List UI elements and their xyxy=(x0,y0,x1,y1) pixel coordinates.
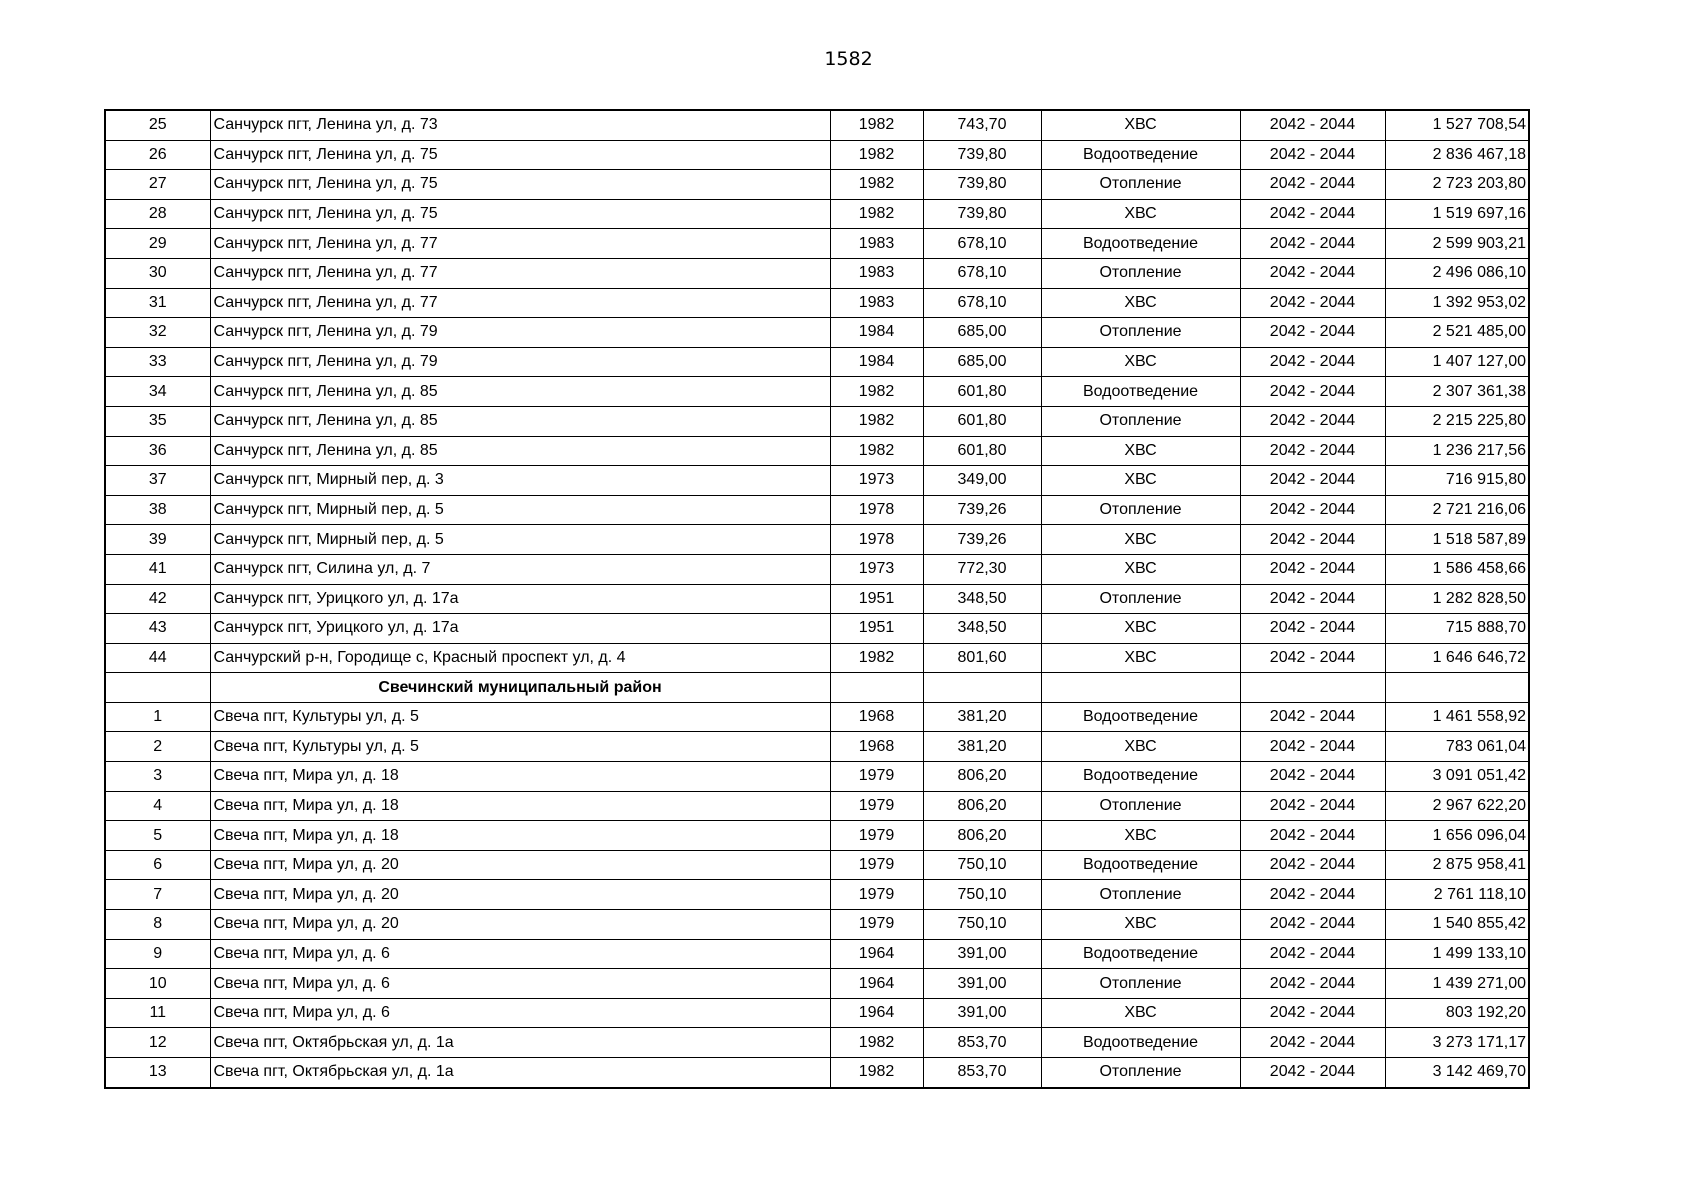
year-built-cell: 1983 xyxy=(830,258,923,288)
work-type-cell: Отопление xyxy=(1041,880,1240,910)
table-row xyxy=(105,969,1529,999)
period-cell: 2042 - 2044 xyxy=(1240,258,1385,288)
work-type-cell: ХВС xyxy=(1041,821,1240,851)
row-number-cell: 27 xyxy=(105,170,210,200)
work-type-cell: Отопление xyxy=(1041,495,1240,525)
area-cell: 391,00 xyxy=(923,939,1041,969)
year-built-cell: 1979 xyxy=(830,791,923,821)
period-cell: 2042 - 2044 xyxy=(1240,702,1385,732)
address-cell: Санчурск пгт, Ленина ул, д. 77 xyxy=(210,288,830,318)
period-cell: 2042 - 2044 xyxy=(1240,554,1385,584)
row-number-cell: 44 xyxy=(105,643,210,673)
year-built-cell: 1951 xyxy=(830,584,923,614)
period-cell: 2042 - 2044 xyxy=(1240,791,1385,821)
area-cell: 685,00 xyxy=(923,347,1041,377)
row-number-cell: 3 xyxy=(105,762,210,792)
year-built-cell: 1984 xyxy=(830,318,923,348)
address-cell: Санчурск пгт, Урицкого ул, д. 17а xyxy=(210,584,830,614)
work-type-cell: Отопление xyxy=(1041,1058,1240,1088)
row-number-cell: 25 xyxy=(105,110,210,140)
address-cell: Свеча пгт, Мира ул, д. 6 xyxy=(210,969,830,999)
address-cell: Санчурск пгт, Ленина ул, д. 75 xyxy=(210,199,830,229)
table-row xyxy=(105,939,1529,969)
area-cell: 772,30 xyxy=(923,554,1041,584)
cost-cell: 2 599 903,21 xyxy=(1385,229,1529,259)
work-type-cell: ХВС xyxy=(1041,199,1240,229)
year-built-cell: 1979 xyxy=(830,850,923,880)
row-number-cell: 31 xyxy=(105,288,210,318)
table-row xyxy=(105,1058,1529,1088)
period-cell: 2042 - 2044 xyxy=(1240,910,1385,940)
cost-cell: 783 061,04 xyxy=(1385,732,1529,762)
area-cell: 806,20 xyxy=(923,821,1041,851)
area-cell: 739,26 xyxy=(923,525,1041,555)
address-cell: Свеча пгт, Культуры ул, д. 5 xyxy=(210,702,830,732)
table-row xyxy=(105,318,1529,348)
year-built-cell xyxy=(830,673,923,703)
table-row xyxy=(105,643,1529,673)
area-cell: 853,70 xyxy=(923,1058,1041,1088)
year-built-cell: 1968 xyxy=(830,702,923,732)
work-type-cell: Водоотведение xyxy=(1041,762,1240,792)
table-row xyxy=(105,910,1529,940)
work-type-cell: ХВС xyxy=(1041,614,1240,644)
section-title: Свечинский муниципальный район xyxy=(210,673,830,703)
table-row xyxy=(105,614,1529,644)
year-built-cell: 1964 xyxy=(830,969,923,999)
work-type-cell: Отопление xyxy=(1041,584,1240,614)
year-built-cell: 1982 xyxy=(830,643,923,673)
address-cell: Санчурск пгт, Ленина ул, д. 85 xyxy=(210,436,830,466)
address-cell: Свеча пгт, Октябрьская ул, д. 1а xyxy=(210,1058,830,1088)
period-cell: 2042 - 2044 xyxy=(1240,170,1385,200)
year-built-cell: 1978 xyxy=(830,525,923,555)
year-built-cell: 1979 xyxy=(830,910,923,940)
year-built-cell: 1982 xyxy=(830,199,923,229)
cost-cell: 1 540 855,42 xyxy=(1385,910,1529,940)
year-built-cell: 1983 xyxy=(830,288,923,318)
year-built-cell: 1982 xyxy=(830,1028,923,1058)
year-built-cell: 1982 xyxy=(830,377,923,407)
cost-cell: 2 761 118,10 xyxy=(1385,880,1529,910)
table-row xyxy=(105,436,1529,466)
period-cell: 2042 - 2044 xyxy=(1240,406,1385,436)
address-cell: Свеча пгт, Мира ул, д. 20 xyxy=(210,910,830,940)
row-number-cell: 42 xyxy=(105,584,210,614)
work-type-cell: Водоотведение xyxy=(1041,1028,1240,1058)
table-row xyxy=(105,1028,1529,1058)
table-row xyxy=(105,525,1529,555)
year-built-cell: 1978 xyxy=(830,495,923,525)
table-row xyxy=(105,791,1529,821)
year-built-cell: 1964 xyxy=(830,939,923,969)
year-built-cell: 1982 xyxy=(830,1058,923,1088)
address-cell: Санчурский р-н, Городище с, Красный проспект ул, д. 4 xyxy=(210,643,830,673)
period-cell: 2042 - 2044 xyxy=(1240,318,1385,348)
row-number-cell: 28 xyxy=(105,199,210,229)
area-cell: 678,10 xyxy=(923,258,1041,288)
row-number-cell: 4 xyxy=(105,791,210,821)
address-cell: Санчурск пгт, Ленина ул, д. 75 xyxy=(210,140,830,170)
cost-cell: 2 521 485,00 xyxy=(1385,318,1529,348)
cost-cell: 1 407 127,00 xyxy=(1385,347,1529,377)
row-number-cell: 2 xyxy=(105,732,210,762)
page-number: 1582 xyxy=(824,48,873,70)
area-cell: 750,10 xyxy=(923,910,1041,940)
period-cell: 2042 - 2044 xyxy=(1240,377,1385,407)
cost-cell: 716 915,80 xyxy=(1385,466,1529,496)
table-row xyxy=(105,821,1529,851)
row-number-cell: 8 xyxy=(105,910,210,940)
period-cell: 2042 - 2044 xyxy=(1240,1028,1385,1058)
cost-cell: 1 518 587,89 xyxy=(1385,525,1529,555)
address-cell: Санчурск пгт, Ленина ул, д. 79 xyxy=(210,347,830,377)
area-cell: 381,20 xyxy=(923,702,1041,732)
area-cell: 853,70 xyxy=(923,1028,1041,1058)
cost-cell: 2 215 225,80 xyxy=(1385,406,1529,436)
work-type-cell: ХВС xyxy=(1041,347,1240,377)
work-type-cell xyxy=(1041,673,1240,703)
year-built-cell: 1968 xyxy=(830,732,923,762)
cost-cell: 2 875 958,41 xyxy=(1385,850,1529,880)
address-cell: Санчурск пгт, Ленина ул, д. 77 xyxy=(210,258,830,288)
table-row xyxy=(105,110,1529,140)
work-type-cell: ХВС xyxy=(1041,466,1240,496)
table-row xyxy=(105,554,1529,584)
address-cell: Свеча пгт, Октябрьская ул, д. 1а xyxy=(210,1028,830,1058)
area-cell: 806,20 xyxy=(923,791,1041,821)
table-row xyxy=(105,199,1529,229)
cost-cell: 2 723 203,80 xyxy=(1385,170,1529,200)
row-number-cell: 5 xyxy=(105,821,210,851)
cost-cell: 3 273 171,17 xyxy=(1385,1028,1529,1058)
cost-cell: 3 142 469,70 xyxy=(1385,1058,1529,1088)
section-header-row xyxy=(105,673,1529,703)
cost-cell: 2 836 467,18 xyxy=(1385,140,1529,170)
cost-cell: 2 307 361,38 xyxy=(1385,377,1529,407)
cost-cell: 1 282 828,50 xyxy=(1385,584,1529,614)
cost-cell: 2 967 622,20 xyxy=(1385,791,1529,821)
period-cell: 2042 - 2044 xyxy=(1240,614,1385,644)
table-row xyxy=(105,466,1529,496)
cost-cell: 1 527 708,54 xyxy=(1385,110,1529,140)
period-cell: 2042 - 2044 xyxy=(1240,1058,1385,1088)
year-built-cell: 1973 xyxy=(830,554,923,584)
address-cell: Свеча пгт, Мира ул, д. 20 xyxy=(210,880,830,910)
row-number-cell: 41 xyxy=(105,554,210,584)
period-cell: 2042 - 2044 xyxy=(1240,347,1385,377)
period-cell: 2042 - 2044 xyxy=(1240,850,1385,880)
work-type-cell: Водоотведение xyxy=(1041,229,1240,259)
year-built-cell: 1983 xyxy=(830,229,923,259)
area-cell: 678,10 xyxy=(923,288,1041,318)
table-row xyxy=(105,258,1529,288)
table-row xyxy=(105,702,1529,732)
area-cell: 678,10 xyxy=(923,229,1041,259)
area-cell: 391,00 xyxy=(923,998,1041,1028)
row-number-cell: 35 xyxy=(105,406,210,436)
cost-cell: 1 656 096,04 xyxy=(1385,821,1529,851)
row-number-cell: 38 xyxy=(105,495,210,525)
cost-cell: 1 646 646,72 xyxy=(1385,643,1529,673)
row-number-cell: 32 xyxy=(105,318,210,348)
row-number-cell: 37 xyxy=(105,466,210,496)
address-cell: Санчурск пгт, Ленина ул, д. 85 xyxy=(210,377,830,407)
period-cell: 2042 - 2044 xyxy=(1240,140,1385,170)
year-built-cell: 1979 xyxy=(830,821,923,851)
period-cell xyxy=(1240,673,1385,703)
work-type-cell: Отопление xyxy=(1041,170,1240,200)
table-row xyxy=(105,288,1529,318)
work-type-cell: ХВС xyxy=(1041,110,1240,140)
year-built-cell: 1984 xyxy=(830,347,923,377)
row-number-cell: 29 xyxy=(105,229,210,259)
table-row xyxy=(105,998,1529,1028)
address-cell: Санчурск пгт, Мирный пер, д. 3 xyxy=(210,466,830,496)
cost-cell: 1 461 558,92 xyxy=(1385,702,1529,732)
address-cell: Свеча пгт, Мира ул, д. 6 xyxy=(210,939,830,969)
period-cell: 2042 - 2044 xyxy=(1240,732,1385,762)
work-type-cell: Водоотведение xyxy=(1041,702,1240,732)
area-cell: 391,00 xyxy=(923,969,1041,999)
row-number-cell: 10 xyxy=(105,969,210,999)
address-cell: Санчурск пгт, Мирный пер, д. 5 xyxy=(210,495,830,525)
table-row xyxy=(105,347,1529,377)
table-row xyxy=(105,762,1529,792)
area-cell: 601,80 xyxy=(923,377,1041,407)
work-type-cell: ХВС xyxy=(1041,525,1240,555)
row-number-cell: 39 xyxy=(105,525,210,555)
work-type-cell: ХВС xyxy=(1041,554,1240,584)
table-row xyxy=(105,406,1529,436)
period-cell: 2042 - 2044 xyxy=(1240,436,1385,466)
row-number-cell: 26 xyxy=(105,140,210,170)
row-number-cell: 6 xyxy=(105,850,210,880)
work-type-cell: Водоотведение xyxy=(1041,850,1240,880)
area-cell: 750,10 xyxy=(923,880,1041,910)
year-built-cell: 1964 xyxy=(830,998,923,1028)
cost-cell xyxy=(1385,673,1529,703)
period-cell: 2042 - 2044 xyxy=(1240,821,1385,851)
row-number-cell: 9 xyxy=(105,939,210,969)
period-cell: 2042 - 2044 xyxy=(1240,643,1385,673)
address-cell: Свеча пгт, Мира ул, д. 20 xyxy=(210,850,830,880)
period-cell: 2042 - 2044 xyxy=(1240,495,1385,525)
address-cell: Санчурск пгт, Ленина ул, д. 85 xyxy=(210,406,830,436)
address-cell: Свеча пгт, Мира ул, д. 18 xyxy=(210,821,830,851)
period-cell: 2042 - 2044 xyxy=(1240,229,1385,259)
year-built-cell: 1982 xyxy=(830,170,923,200)
area-cell: 348,50 xyxy=(923,584,1041,614)
period-cell: 2042 - 2044 xyxy=(1240,525,1385,555)
area-cell: 739,80 xyxy=(923,140,1041,170)
row-number-cell: 13 xyxy=(105,1058,210,1088)
cost-cell: 803 192,20 xyxy=(1385,998,1529,1028)
area-cell: 739,26 xyxy=(923,495,1041,525)
row-number-cell: 43 xyxy=(105,614,210,644)
area-cell: 750,10 xyxy=(923,850,1041,880)
area-cell: 739,80 xyxy=(923,199,1041,229)
year-built-cell: 1982 xyxy=(830,110,923,140)
address-cell: Свеча пгт, Мира ул, д. 6 xyxy=(210,998,830,1028)
period-cell: 2042 - 2044 xyxy=(1240,199,1385,229)
cost-cell: 2 496 086,10 xyxy=(1385,258,1529,288)
row-number-cell: 34 xyxy=(105,377,210,407)
table-row xyxy=(105,880,1529,910)
table-row xyxy=(105,584,1529,614)
table-row xyxy=(105,229,1529,259)
area-cell: 743,70 xyxy=(923,110,1041,140)
cost-cell: 1 586 458,66 xyxy=(1385,554,1529,584)
year-built-cell: 1982 xyxy=(830,436,923,466)
work-type-cell: Водоотведение xyxy=(1041,140,1240,170)
table-row xyxy=(105,140,1529,170)
work-type-cell: Отопление xyxy=(1041,258,1240,288)
cost-cell: 1 439 271,00 xyxy=(1385,969,1529,999)
period-cell: 2042 - 2044 xyxy=(1240,939,1385,969)
row-number-cell: 36 xyxy=(105,436,210,466)
work-type-cell: ХВС xyxy=(1041,910,1240,940)
repair-schedule-table xyxy=(104,109,1530,1089)
work-type-cell: Отопление xyxy=(1041,406,1240,436)
work-type-cell: ХВС xyxy=(1041,643,1240,673)
period-cell: 2042 - 2044 xyxy=(1240,762,1385,792)
work-type-cell: Водоотведение xyxy=(1041,377,1240,407)
address-cell: Санчурск пгт, Ленина ул, д. 75 xyxy=(210,170,830,200)
area-cell: 739,80 xyxy=(923,170,1041,200)
cost-cell: 3 091 051,42 xyxy=(1385,762,1529,792)
table-row xyxy=(105,850,1529,880)
row-number-cell: 1 xyxy=(105,702,210,732)
address-cell: Свеча пгт, Мира ул, д. 18 xyxy=(210,762,830,792)
period-cell: 2042 - 2044 xyxy=(1240,880,1385,910)
table-row xyxy=(105,170,1529,200)
period-cell: 2042 - 2044 xyxy=(1240,110,1385,140)
year-built-cell: 1979 xyxy=(830,880,923,910)
year-built-cell: 1973 xyxy=(830,466,923,496)
work-type-cell: ХВС xyxy=(1041,436,1240,466)
address-cell: Санчурск пгт, Ленина ул, д. 79 xyxy=(210,318,830,348)
row-number-cell: 30 xyxy=(105,258,210,288)
area-cell: 601,80 xyxy=(923,406,1041,436)
work-type-cell: Отопление xyxy=(1041,969,1240,999)
row-number-cell: 7 xyxy=(105,880,210,910)
work-type-cell: Отопление xyxy=(1041,318,1240,348)
table-row xyxy=(105,377,1529,407)
cost-cell: 1 499 133,10 xyxy=(1385,939,1529,969)
area-cell: 601,80 xyxy=(923,436,1041,466)
address-cell: Санчурск пгт, Мирный пер, д. 5 xyxy=(210,525,830,555)
address-cell: Санчурск пгт, Урицкого ул, д. 17а xyxy=(210,614,830,644)
row-number-cell: 12 xyxy=(105,1028,210,1058)
year-built-cell: 1951 xyxy=(830,614,923,644)
row-number-cell: 11 xyxy=(105,998,210,1028)
address-cell: Санчурск пгт, Ленина ул, д. 73 xyxy=(210,110,830,140)
row-number-cell: 33 xyxy=(105,347,210,377)
address-cell: Санчурск пгт, Силина ул, д. 7 xyxy=(210,554,830,584)
year-built-cell: 1982 xyxy=(830,406,923,436)
area-cell: 801,60 xyxy=(923,643,1041,673)
year-built-cell: 1982 xyxy=(830,140,923,170)
work-type-cell: ХВС xyxy=(1041,732,1240,762)
cost-cell: 1 236 217,56 xyxy=(1385,436,1529,466)
cost-cell: 1 392 953,02 xyxy=(1385,288,1529,318)
work-type-cell: Водоотведение xyxy=(1041,939,1240,969)
row-number-cell xyxy=(105,673,210,703)
year-built-cell: 1979 xyxy=(830,762,923,792)
work-type-cell: Отопление xyxy=(1041,791,1240,821)
table-body xyxy=(105,110,1529,1088)
period-cell: 2042 - 2044 xyxy=(1240,998,1385,1028)
work-type-cell: ХВС xyxy=(1041,288,1240,318)
area-cell: 685,00 xyxy=(923,318,1041,348)
period-cell: 2042 - 2044 xyxy=(1240,584,1385,614)
cost-cell: 2 721 216,06 xyxy=(1385,495,1529,525)
area-cell xyxy=(923,673,1041,703)
address-cell: Свеча пгт, Мира ул, д. 18 xyxy=(210,791,830,821)
area-cell: 348,50 xyxy=(923,614,1041,644)
table-row xyxy=(105,495,1529,525)
cost-cell: 715 888,70 xyxy=(1385,614,1529,644)
period-cell: 2042 - 2044 xyxy=(1240,969,1385,999)
address-cell: Санчурск пгт, Ленина ул, д. 77 xyxy=(210,229,830,259)
area-cell: 349,00 xyxy=(923,466,1041,496)
table-row xyxy=(105,732,1529,762)
area-cell: 381,20 xyxy=(923,732,1041,762)
period-cell: 2042 - 2044 xyxy=(1240,288,1385,318)
area-cell: 806,20 xyxy=(923,762,1041,792)
cost-cell: 1 519 697,16 xyxy=(1385,199,1529,229)
address-cell: Свеча пгт, Культуры ул, д. 5 xyxy=(210,732,830,762)
period-cell: 2042 - 2044 xyxy=(1240,466,1385,496)
work-type-cell: ХВС xyxy=(1041,998,1240,1028)
